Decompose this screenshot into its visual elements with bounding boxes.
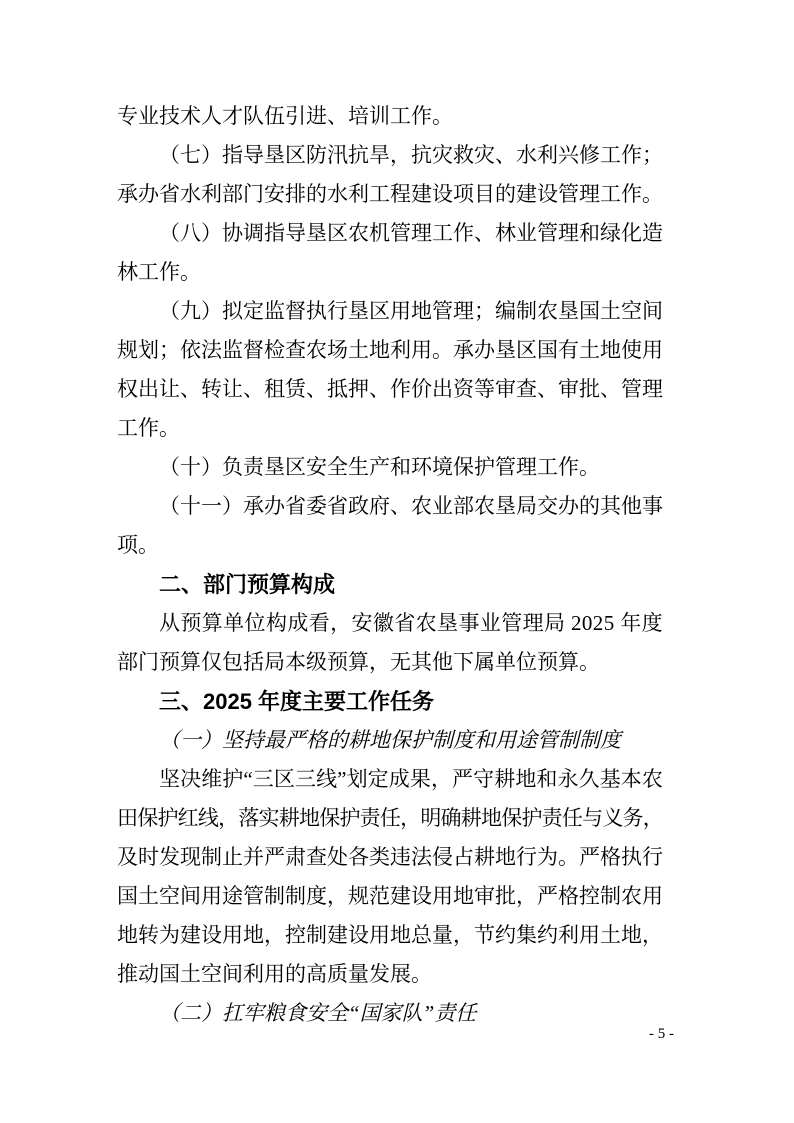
- document-body: [117, 97, 663, 1033]
- section-heading: 二、部门预算构成: [159, 572, 336, 597]
- text-line: 地转为建设用地，控制建设用地总量，节约集约利用土地，: [117, 923, 663, 947]
- text-line: （九）拟定监督执行垦区用地管理；编制农垦国土空间: [159, 299, 663, 323]
- text-line: 规划；依法监督检查农场土地利用。承办垦区国有土地使用: [117, 338, 663, 362]
- text-line: 部门预算仅包括局本级预算，无其他下属单位预算。: [117, 650, 600, 674]
- text-line: 国土空间用途管制制度，规范建设用地审批，严格控制农用: [117, 884, 663, 908]
- text-line: 田保护红线，落实耕地保护责任，明确耕地保护责任与义务，: [117, 806, 663, 830]
- text-line: 项。: [117, 533, 159, 557]
- text-line: 及时发现制止并严肃查处各类违法侵占耕地行为。严格执行: [117, 845, 663, 869]
- text-line: 坚决维护“三区三线”划定成果，严守耕地和永久基本农: [159, 767, 663, 791]
- text-line: 承办省水利部门安排的水利工程建设项目的建设管理工作。: [117, 182, 663, 206]
- text-line: 权出让、转让、租赁、抵押、作价出资等审查、审批、管理: [117, 377, 663, 401]
- text-line: （十一）承办省委省政府、农业部农垦局交办的其他事: [159, 494, 663, 518]
- section-heading: 三、2025 年度主要工作任务: [159, 689, 435, 714]
- page-number: - 5 -: [649, 1026, 674, 1042]
- text-line: （十）负责垦区安全生产和环境保护管理工作。: [159, 455, 600, 479]
- text-line: （七）指导垦区防汛抗旱，抗灾救灾、水利兴修工作；: [159, 143, 663, 167]
- text-line: 从预算单位构成看，安徽省农垦事业管理局 2025 年度: [159, 611, 663, 635]
- text-line: 专业技术人才队伍引进、培训工作。: [117, 104, 453, 128]
- text-line: 林工作。: [117, 260, 201, 284]
- text-line: （八）协调指导垦区农机管理工作、林业管理和绿化造: [159, 221, 663, 245]
- text-line: 工作。: [117, 416, 180, 440]
- text-line: （一）坚持最严格的耕地保护制度和用途管制制度: [159, 728, 621, 752]
- text-line: 推动国土空间利用的高质量发展。: [117, 962, 432, 986]
- text-line: （二）扛牢粮食安全“国家队”责任: [159, 1001, 477, 1025]
